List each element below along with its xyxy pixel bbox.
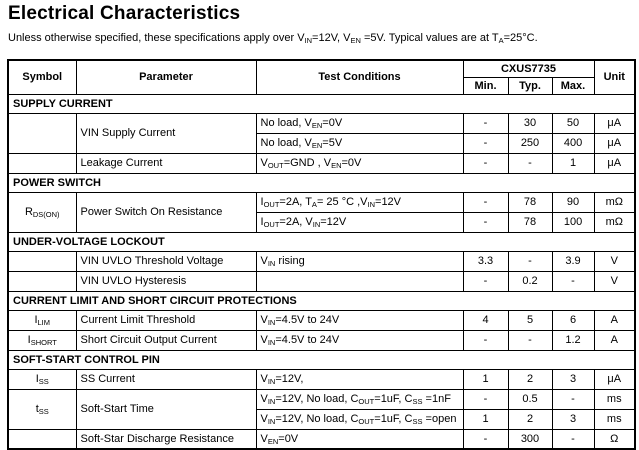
header-test-conditions: Test Conditions — [256, 60, 463, 94]
typ-cell: 78 — [508, 212, 552, 232]
unit-cell: μA — [594, 153, 635, 173]
symbol-cell — [8, 153, 76, 173]
header-row-1 — [8, 60, 635, 77]
typ-cell: - — [508, 330, 552, 350]
typ-cell: - — [508, 153, 552, 173]
condition-cell: $V_{IN}=12V$, No load, $C_{OUT}=1uF$, $C_{SS} =1nF$ — [256, 389, 463, 409]
header-max: Max. — [552, 77, 594, 94]
min-cell: 3.3 — [463, 251, 508, 271]
unit-cell: μA — [594, 113, 635, 133]
min-cell: 1 — [463, 409, 508, 429]
unit-cell: V — [594, 271, 635, 291]
min-cell: 1 — [463, 369, 508, 389]
table-row — [8, 192, 635, 212]
symbol-cell: $I_{LIM}$ — [8, 310, 76, 330]
max-cell: - — [552, 389, 594, 409]
min-cell: - — [463, 271, 508, 291]
table-row — [8, 251, 635, 271]
min-cell: - — [463, 113, 508, 133]
parameter-cell: VIN UVLO Threshold Voltage — [76, 251, 256, 271]
unit-cell: ms — [594, 409, 635, 429]
unit-cell: Ω — [594, 429, 635, 449]
section-header-row — [8, 232, 635, 251]
condition-cell — [256, 271, 463, 291]
table-body — [8, 94, 635, 449]
page-subtitle: Unless otherwise specified, these specifications apply over $V_{IN}=12V$, $V_{EN} =5V$. Typical values are at $T_A=25^\circ C$. — [8, 32, 538, 45]
unit-cell: ms — [594, 389, 635, 409]
section-title: POWER SWITCH — [8, 173, 635, 192]
condition-cell: $V_{OUT}=GND$ , $V_{EN}=0V$ — [256, 153, 463, 173]
section-title: SOFT-START CONTROL PIN — [8, 350, 635, 369]
typ-cell: 250 — [508, 133, 552, 153]
condition-cell: $V_{IN}=4.5V$ to 24V — [256, 330, 463, 350]
condition-cell: $V_{IN}$ rising — [256, 251, 463, 271]
section-title: UNDER-VOLTAGE LOCKOUT — [8, 232, 635, 251]
max-cell: 6 — [552, 310, 594, 330]
table-row — [8, 310, 635, 330]
parameter-cell: SS Current — [76, 369, 256, 389]
condition-cell: No load, $V_{EN}=0V$ — [256, 113, 463, 133]
typ-cell: 0.5 — [508, 389, 552, 409]
condition-cell: $I_{OUT}=2A$, $V_{IN}=12V$ — [256, 212, 463, 232]
symbol-cell: $t_{SS}$ — [8, 389, 76, 429]
section-header-row — [8, 94, 635, 113]
unit-cell: V — [594, 251, 635, 271]
section-header-row — [8, 291, 635, 310]
unit-cell: mΩ — [594, 192, 635, 212]
typ-cell: 78 — [508, 192, 552, 212]
parameter-cell: Short Circuit Output Current — [76, 330, 256, 350]
typ-cell: 30 — [508, 113, 552, 133]
typ-cell: 0.2 — [508, 271, 552, 291]
max-cell: - — [552, 271, 594, 291]
parameter-cell: Leakage Current — [76, 153, 256, 173]
max-cell: 50 — [552, 113, 594, 133]
condition-cell: No load, $V_{EN}=5V$ — [256, 133, 463, 153]
table-header — [8, 60, 635, 94]
typ-cell: - — [508, 251, 552, 271]
max-cell: 400 — [552, 133, 594, 153]
parameter-cell: Power Switch On Resistance — [76, 192, 256, 232]
section-title: CURRENT LIMIT AND SHORT CIRCUIT PROTECTIONS — [8, 291, 635, 310]
min-cell: - — [463, 429, 508, 449]
unit-cell: A — [594, 310, 635, 330]
condition-cell: $V_{IN}=12V$, No load, $C_{OUT}=1uF$, $C_{SS}$ =open — [256, 409, 463, 429]
unit-cell: mΩ — [594, 212, 635, 232]
table-row — [8, 113, 635, 133]
condition-cell: $V_{EN}=0V$ — [256, 429, 463, 449]
max-cell: 100 — [552, 212, 594, 232]
symbol-cell: $R_{DS(ON)}$ — [8, 192, 76, 232]
max-cell: 3 — [552, 369, 594, 389]
parameter-cell: Current Limit Threshold — [76, 310, 256, 330]
max-cell: 1.2 — [552, 330, 594, 350]
header-parameter: Parameter — [76, 60, 256, 94]
symbol-cell — [8, 429, 76, 449]
table-row — [8, 389, 635, 409]
parameter-cell: VIN UVLO Hysteresis — [76, 271, 256, 291]
table-row — [8, 369, 635, 389]
header-min: Min. — [463, 77, 508, 94]
min-cell: - — [463, 330, 508, 350]
symbol-cell — [8, 113, 76, 153]
min-cell: 4 — [463, 310, 508, 330]
parameter-cell: VIN Supply Current — [76, 113, 256, 153]
table-row — [8, 153, 635, 173]
parameter-cell: Soft-Star Discharge Resistance — [76, 429, 256, 449]
section-header-row — [8, 350, 635, 369]
section-header-row — [8, 173, 635, 192]
max-cell: 1 — [552, 153, 594, 173]
typ-cell: 2 — [508, 409, 552, 429]
unit-cell: μA — [594, 133, 635, 153]
symbol-cell: $I_{SS}$ — [8, 369, 76, 389]
header-unit: Unit — [594, 60, 635, 94]
min-cell: - — [463, 153, 508, 173]
section-title: SUPPLY CURRENT — [8, 94, 635, 113]
max-cell: - — [552, 429, 594, 449]
min-cell: - — [463, 389, 508, 409]
header-part-number: CXUS7735 — [463, 60, 594, 77]
electrical-characteristics-table — [7, 59, 636, 450]
table-row — [8, 271, 635, 291]
header-symbol: Symbol — [8, 60, 76, 94]
min-cell: - — [463, 192, 508, 212]
typ-cell: 2 — [508, 369, 552, 389]
symbol-cell: $I_{SHORT}$ — [8, 330, 76, 350]
parameter-cell: Soft-Start Time — [76, 389, 256, 429]
condition-cell: $V_{IN}=4.5V$ to 24V — [256, 310, 463, 330]
condition-cell: $V_{IN}=12V$, — [256, 369, 463, 389]
min-cell: - — [463, 133, 508, 153]
table-row — [8, 330, 635, 350]
typ-cell: 300 — [508, 429, 552, 449]
max-cell: 90 — [552, 192, 594, 212]
page-title: Electrical Characteristics — [8, 3, 241, 24]
max-cell: 3.9 — [552, 251, 594, 271]
max-cell: 3 — [552, 409, 594, 429]
symbol-cell — [8, 271, 76, 291]
unit-cell: μA — [594, 369, 635, 389]
unit-cell: A — [594, 330, 635, 350]
table-row — [8, 429, 635, 449]
typ-cell: 5 — [508, 310, 552, 330]
condition-cell: $I_{OUT}=2A$, $T_A= 25$ °C $,V_{IN}=12V$ — [256, 192, 463, 212]
symbol-cell — [8, 251, 76, 271]
min-cell: - — [463, 212, 508, 232]
header-typ: Typ. — [508, 77, 552, 94]
